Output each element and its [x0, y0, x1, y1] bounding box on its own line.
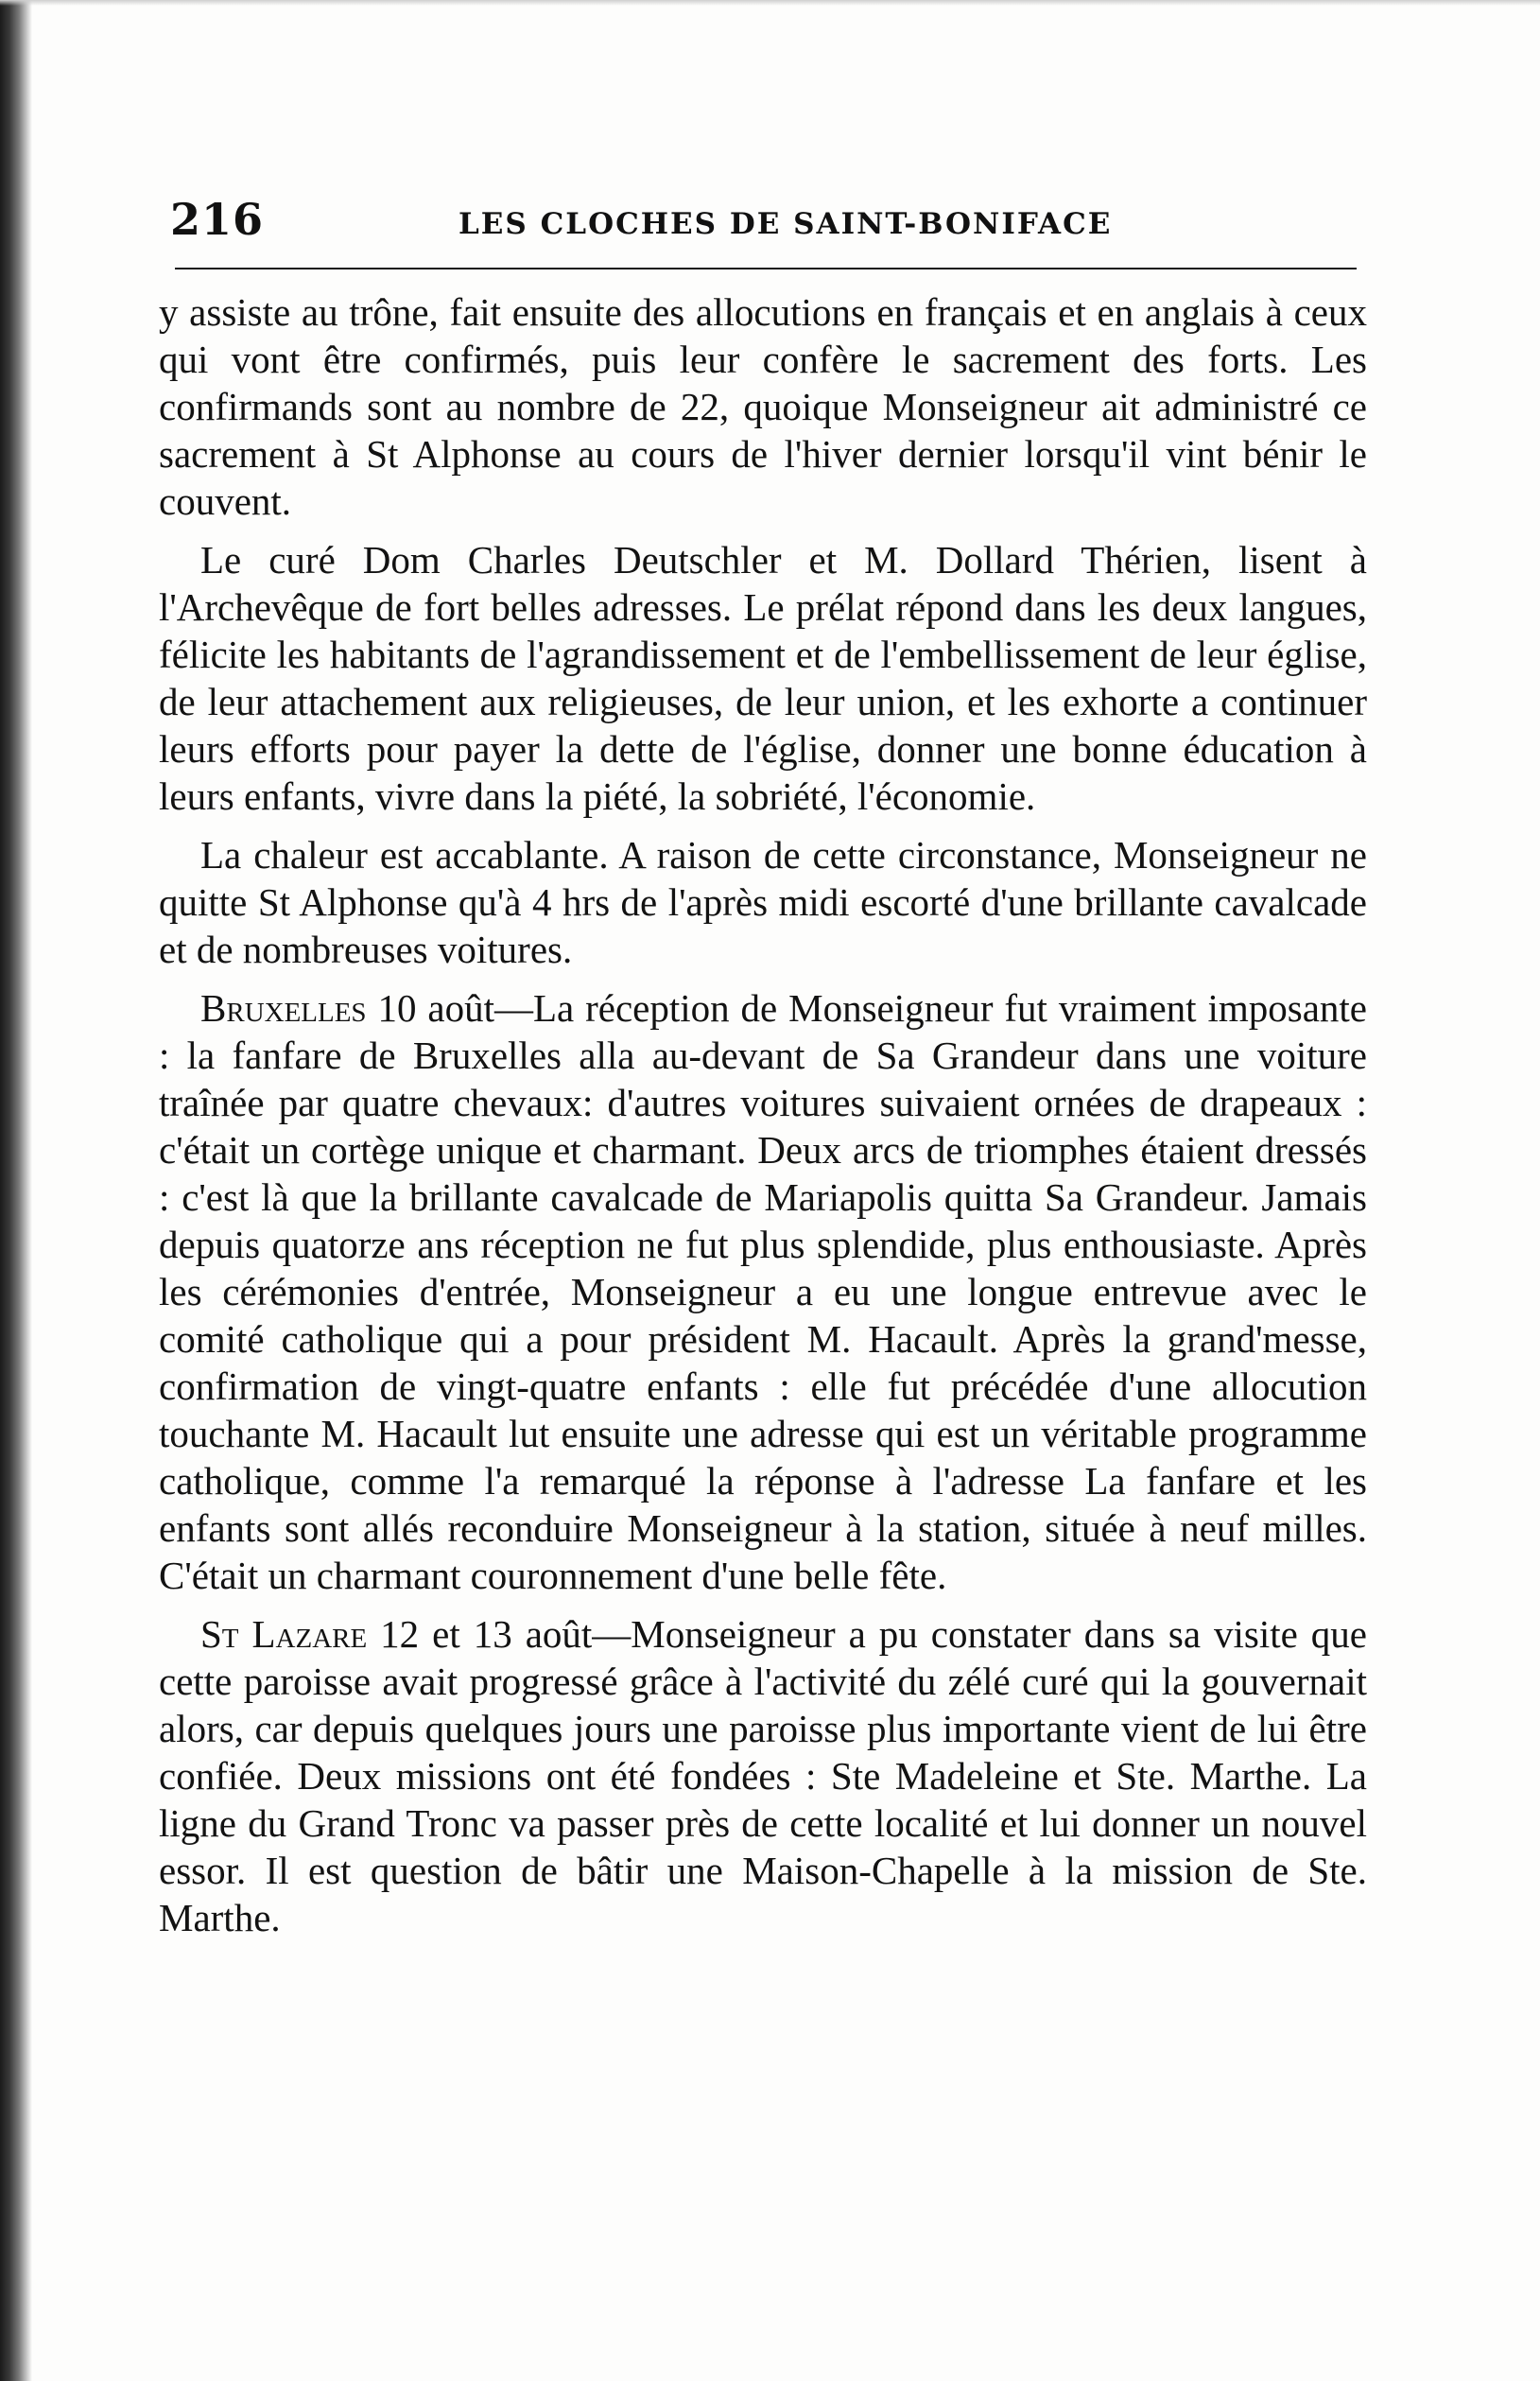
- paragraph-5-lead: St Lazare: [200, 1612, 368, 1656]
- paragraph-1-text: y assiste au trône, fait ensuite des allocutions en français et en anglais à ceux qui vont être confirmés, puis leur confère le sacrement des forts. Les confirmands sont au nombre de 22, quoique Monseigneur ait administré ce sacrement à St Alphonse au cours de l'hiver dernier lorsqu'il vint bénir le couvent.: [159, 290, 1367, 523]
- page-number: 216: [170, 194, 265, 245]
- header-rule: [175, 268, 1357, 269]
- paragraph-3-text: La chaleur est accablante. A raison de cette circonstance, Monseigneur ne quitte St Alphonse qu'à 4 hrs de l'après midi escorté d'une brillante cavalcade et de nombreuses voitures.: [159, 833, 1367, 971]
- paragraph-4-lead: Bruxelles: [200, 986, 367, 1030]
- paragraph-3: [159, 831, 1367, 973]
- paragraph-2: [159, 536, 1367, 820]
- top-edge-shadow: [0, 0, 1540, 6]
- page-header: [170, 194, 1361, 260]
- paragraph-5-text: 12 et 13 août—Monseigneur a pu constater dans sa visite que cette paroisse avait progressé grâce à l'activité du zélé curé qui la gouvernait alors, car depuis quelques jours une paroisse plus importante vient de lui être confiée. Deux missions ont été fondées : Ste Madeleine et Ste. Marthe. La ligne du Grand Tronc va passer près de cette localité et lui donner un nouvel essor. Il est question de bâtir une Maison-Chapelle à la mission de Ste. Marthe.: [159, 1612, 1368, 1939]
- paragraph-4: [159, 984, 1367, 1599]
- running-title: LES CLOCHES DE SAINT-BONIFACE: [459, 207, 1113, 241]
- binding-shadow: [0, 0, 32, 2381]
- paragraph-2-text: Le curé Dom Charles Deutschler et M. Dollard Thérien, lisent à l'Archevêque de fort belles adresses. Le prélat répond dans les deux langues, félicite les habitants de l'agrandissement et de l'embellissement de leur église, de leur attachement aux religieuses, de leur union, et les exhorte a continuer leurs efforts pour payer la dette de l'église, donner une bonne éducation à leurs enfants, vivre dans la piété, la sobriété, l'économie.: [159, 538, 1367, 818]
- paragraph-4-text: 10 août—La réception de Monseigneur fut vraiment imposante : la fanfare de Bruxelles alla au-devant de Sa Grandeur dans une voiture traînée par quatre chevaux: d'autres voitures suivaient ornées de drapeaux : c'était un cortège unique et charmant. Deux arcs de triomphes étaient dressés : c'est là que la brillante cavalcade de Mariapolis quitta Sa Grandeur. Jamais depuis quatorze ans réception ne fut plus splendide, plus enthousiaste. Après les cérémonies d'entrée, Monseigneur a eu une longue entrevue avec le comité catholique qui a pour président M. Hacault. Après la grand'messe, confirmation de vingt-quatre enfants : elle fut précédée d'une allocution touchante M. Hacault lut ensuite une adresse qui est un véritable programme catholique, comme l'a remarqué la réponse à l'adresse La fanfare et les enfants sont allés reconduire Monseigneur à la station, située à neuf milles. C'était un charmant couronnement d'une belle fête.: [159, 986, 1367, 1597]
- body-text: [159, 288, 1367, 1953]
- paragraph-5: [159, 1610, 1367, 1941]
- paragraph-1: [159, 288, 1367, 525]
